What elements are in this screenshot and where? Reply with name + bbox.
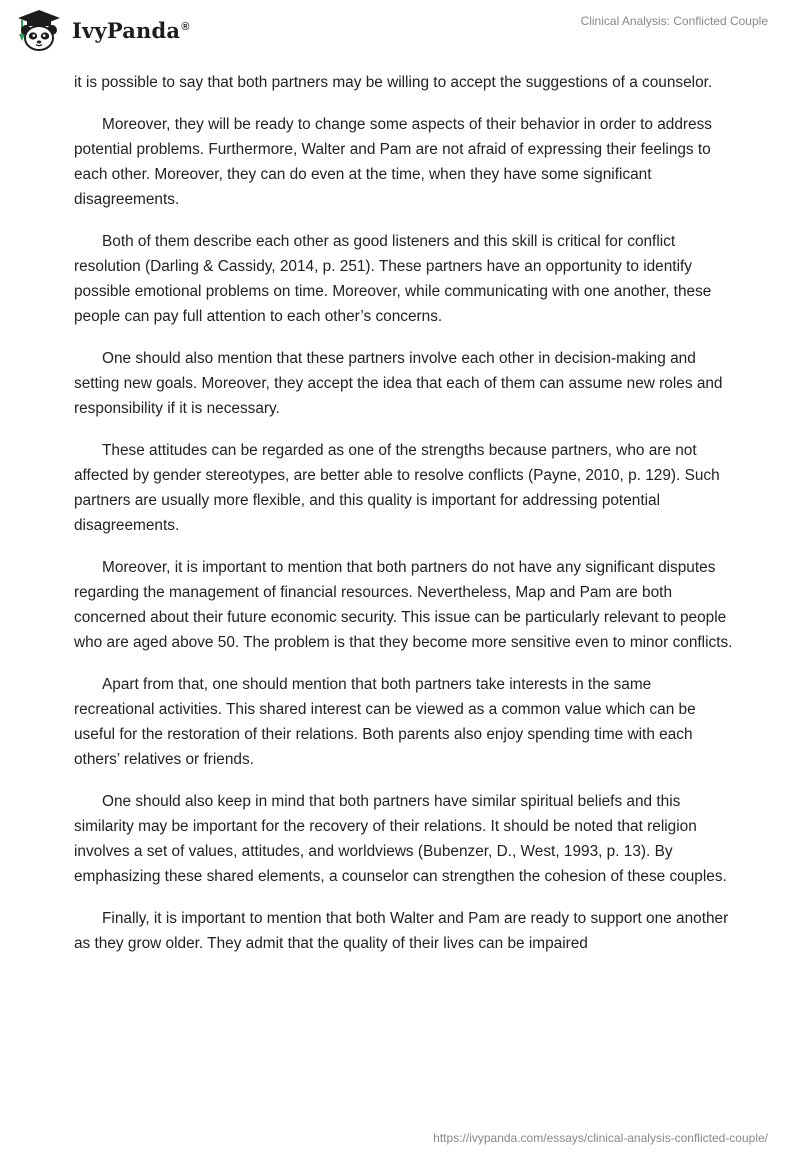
page-header: [0, 0, 800, 60]
panda-graduate-icon: [14, 8, 64, 52]
paragraph: One should also mention that these partners involve each other in decision-making and setting new goals. Moreover, they accept the idea that each of them can assume new roles and responsibility if it is necessary.: [74, 350, 723, 417]
paragraph: Moreover, they will be ready to change some aspects of their behavior in order to address potential problems. Furthermore, Walter and Pam are not afraid of expressing their feelings to each other. Moreover, they can do even at the time, when they have some significant disagreements.: [74, 116, 712, 208]
paragraph: Both of them describe each other as good listeners and this skill is critical for conflict resolution (Darling & Cassidy, 2014, p. 251). These partners have an opportunity to identify possible emotional problems on time. Moreover, while communicating with one another, these people can pay full attention to each other’s concerns.: [74, 233, 712, 325]
paragraph: One should also keep in mind that both partners have similar spiritual beliefs and this similarity may be important for the recovery of their relations. It should be noted that religion involves a set of values, attitudes, and worldviews (Bubenzer, D., West, 1993, p. 13). By emphasizing these shared elements, a counselor can strengthen the cohesion of these couples.: [74, 793, 727, 885]
essay-body: [74, 70, 734, 973]
paragraph: These attitudes can be regarded as one of the strengths because partners, who are not affected by gender stereotypes, are better able to resolve conflicts (Payne, 2010, p. 129). Such partners are usually more flexible, and this quality is important for addressing potential disagreements.: [74, 442, 720, 534]
logo-wordmark: IvyPanda®: [72, 17, 190, 43]
paragraph: Moreover, it is important to mention that both partners do not have any significant disputes regarding the management of financial resources. Nevertheless, Map and Pam are both concerned about their future economic security. This issue can be particularly relevant to people who are aged above 50. The problem is that they become more sensitive even to minor conflicts.: [74, 559, 733, 651]
ivypanda-logo[interactable]: [14, 8, 190, 52]
paragraph: Apart from that, one should mention that both partners take interests in the same recreational activities. This shared interest can be viewed as a common value which can be useful for the restoration of their relations. Both parents also enjoy spending time with each others’ relatives or friends.: [74, 676, 696, 768]
paragraph-continuation: it is possible to say that both partners may be willing to accept the suggestions of a counselor.: [74, 74, 713, 91]
source-url-link[interactable]: https://ivypanda.com/essays/clinical-analysis-conflicted-couple/: [433, 1131, 768, 1145]
paragraph: Finally, it is important to mention that both Walter and Pam are ready to support one another as they grow older. They admit that the quality of their lives can be impaired: [74, 910, 729, 952]
document-title: Clinical Analysis: Conflicted Couple: [580, 14, 768, 28]
